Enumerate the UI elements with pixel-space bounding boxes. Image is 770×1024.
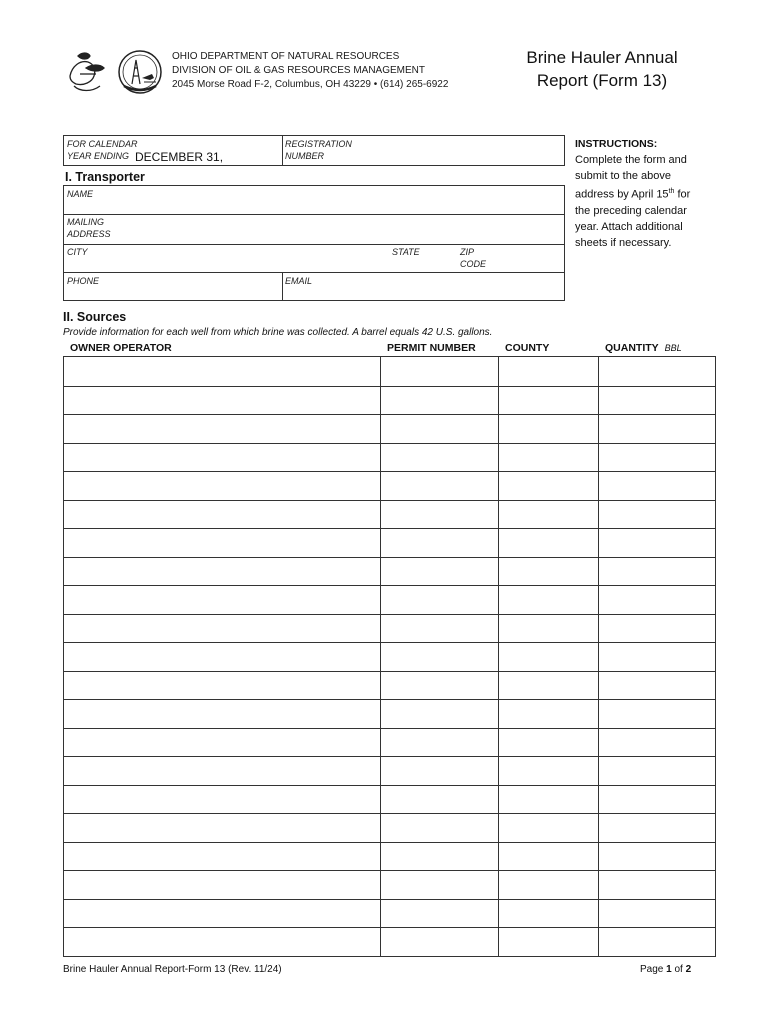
table-row xyxy=(64,528,715,557)
county-cell[interactable] xyxy=(498,927,598,956)
quantity-cell[interactable] xyxy=(598,899,715,928)
county-cell[interactable] xyxy=(498,528,598,557)
owner-operator-cell[interactable] xyxy=(64,500,380,529)
table-row xyxy=(64,585,715,614)
city-field[interactable]: CITY xyxy=(67,247,88,257)
owner-operator-cell[interactable] xyxy=(64,785,380,814)
col-header-quantity: QUANTITY BBL xyxy=(605,342,682,354)
county-cell[interactable] xyxy=(498,642,598,671)
county-cell[interactable] xyxy=(498,870,598,899)
table-row xyxy=(64,500,715,529)
quantity-unit: BBL xyxy=(664,343,682,353)
owner-operator-cell[interactable] xyxy=(64,927,380,956)
page-number: Page 1 of 2 xyxy=(640,964,692,975)
quantity-cell[interactable] xyxy=(598,471,715,500)
form-title-line1: Brine Hauler Annual xyxy=(526,48,678,67)
sources-heading: II. Sources xyxy=(63,310,127,324)
table-row xyxy=(64,671,715,700)
quantity-cell[interactable] xyxy=(598,785,715,814)
owner-operator-cell[interactable] xyxy=(64,471,380,500)
instructions-line: year. Attach additional xyxy=(575,220,683,233)
quantity-cell[interactable] xyxy=(598,585,715,614)
owner-operator-cell[interactable] xyxy=(64,414,380,443)
col-header-county: COUNTY xyxy=(505,342,550,354)
quantity-cell[interactable] xyxy=(598,357,715,386)
permit-number-cell[interactable] xyxy=(380,842,498,871)
county-cell[interactable] xyxy=(498,357,598,386)
permit-number-cell[interactable] xyxy=(380,899,498,928)
agency-header xyxy=(172,50,448,92)
county-cell[interactable] xyxy=(498,842,598,871)
quantity-cell[interactable] xyxy=(598,756,715,785)
sources-note: Provide information for each well from which brine was collected. A barrel equals 42 U.S. gallons. xyxy=(63,327,493,338)
permit-number-cell[interactable] xyxy=(380,813,498,842)
owner-operator-cell[interactable] xyxy=(64,899,380,928)
permit-number-cell[interactable] xyxy=(380,557,498,586)
permit-number-cell[interactable] xyxy=(380,500,498,529)
quantity-cell[interactable] xyxy=(598,414,715,443)
county-cell[interactable] xyxy=(498,728,598,757)
agency-name: OHIO DEPARTMENT OF NATURAL RESOURCES xyxy=(172,51,400,62)
permit-number-cell[interactable] xyxy=(380,870,498,899)
agency-address: 2045 Morse Road F-2, Columbus, OH 43229 • (614) 265-6922 xyxy=(172,79,449,90)
registration-number-label: REGISTRATION NUMBER xyxy=(285,139,352,161)
permit-number-cell[interactable] xyxy=(380,585,498,614)
calendar-label: FOR CALENDAR YEAR ENDING xyxy=(67,139,138,161)
owner-operator-cell[interactable] xyxy=(64,614,380,643)
county-cell[interactable] xyxy=(498,614,598,643)
transporter-heading: I. Transporter xyxy=(65,170,145,184)
owner-operator-cell[interactable] xyxy=(64,756,380,785)
owner-operator-cell[interactable] xyxy=(64,585,380,614)
county-cell[interactable] xyxy=(498,471,598,500)
table-row xyxy=(64,756,715,785)
quantity-cell[interactable] xyxy=(598,500,715,529)
form-title-line2: Report (Form 13) xyxy=(536,71,668,90)
owner-operator-cell[interactable] xyxy=(64,870,380,899)
table-row xyxy=(64,614,715,643)
quantity-cell[interactable] xyxy=(598,699,715,728)
col-header-owner-operator: OWNER OPERATOR xyxy=(70,342,172,354)
table-row xyxy=(64,642,715,671)
owner-operator-cell[interactable] xyxy=(64,557,380,586)
email-field[interactable]: EMAIL xyxy=(285,276,313,286)
county-cell[interactable] xyxy=(498,500,598,529)
quantity-cell[interactable] xyxy=(598,728,715,757)
table-row xyxy=(64,357,715,386)
oil-gas-seal-icon xyxy=(119,51,161,93)
instructions-line: address by April 15th for xyxy=(575,188,691,201)
quantity-cell[interactable] xyxy=(598,813,715,842)
owner-operator-cell[interactable] xyxy=(64,386,380,415)
col-header-permit-number: PERMIT NUMBER xyxy=(387,342,476,354)
county-cell[interactable] xyxy=(498,443,598,472)
table-row xyxy=(64,870,715,899)
county-cell[interactable] xyxy=(498,414,598,443)
instructions-line: sheets if necessary. xyxy=(575,236,672,249)
owner-operator-cell[interactable] xyxy=(64,642,380,671)
table-row xyxy=(64,471,715,500)
owner-operator-cell[interactable] xyxy=(64,813,380,842)
quantity-cell[interactable] xyxy=(598,386,715,415)
permit-number-cell[interactable] xyxy=(380,671,498,700)
odnr-logos xyxy=(66,46,162,98)
permit-number-cell[interactable] xyxy=(380,386,498,415)
table-row xyxy=(64,443,715,472)
calendar-registration-box xyxy=(63,135,565,166)
quantity-cell[interactable] xyxy=(598,642,715,671)
quantity-cell[interactable] xyxy=(598,557,715,586)
table-row xyxy=(64,386,715,415)
odnr-leaf-logo-icon xyxy=(66,46,162,98)
instructions-heading: INSTRUCTIONS: xyxy=(575,138,658,150)
permit-number-cell[interactable] xyxy=(380,614,498,643)
instructions-line: submit to the above xyxy=(575,170,672,182)
division-name: DIVISION OF OIL & GAS RESOURCES MANAGEMENT xyxy=(172,65,426,76)
form-title xyxy=(502,46,702,92)
owner-operator-cell[interactable] xyxy=(64,671,380,700)
county-cell[interactable] xyxy=(498,671,598,700)
permit-number-cell[interactable] xyxy=(380,699,498,728)
owner-operator-cell[interactable] xyxy=(64,728,380,757)
quantity-cell[interactable] xyxy=(598,927,715,956)
table-row xyxy=(64,785,715,814)
quantity-cell[interactable] xyxy=(598,528,715,557)
permit-number-cell[interactable] xyxy=(380,728,498,757)
owner-operator-cell[interactable] xyxy=(64,842,380,871)
table-row xyxy=(64,414,715,443)
permit-number-cell[interactable] xyxy=(380,357,498,386)
owner-operator-cell[interactable] xyxy=(64,528,380,557)
owner-operator-cell[interactable] xyxy=(64,443,380,472)
permit-number-cell[interactable] xyxy=(380,528,498,557)
quantity-cell[interactable] xyxy=(598,614,715,643)
table-row xyxy=(64,557,715,586)
name-field[interactable]: NAME xyxy=(67,189,94,199)
mailing-address-field[interactable]: MAILING ADDRESS xyxy=(67,217,111,239)
instructions-line: Complete the form and xyxy=(575,154,687,166)
county-cell[interactable] xyxy=(498,699,598,728)
county-cell[interactable] xyxy=(498,785,598,814)
county-cell[interactable] xyxy=(498,813,598,842)
table-row xyxy=(64,842,715,871)
permit-number-cell[interactable] xyxy=(380,642,498,671)
permit-number-cell[interactable] xyxy=(380,443,498,472)
calendar-year-field[interactable]: DECEMBER 31, xyxy=(135,150,224,164)
quantity-cell[interactable] xyxy=(598,870,715,899)
county-cell[interactable] xyxy=(498,585,598,614)
sources-table xyxy=(63,356,716,957)
table-row xyxy=(64,728,715,757)
county-cell[interactable] xyxy=(498,899,598,928)
county-cell[interactable] xyxy=(498,557,598,586)
owner-operator-cell[interactable] xyxy=(64,357,380,386)
county-cell[interactable] xyxy=(498,386,598,415)
permit-number-cell[interactable] xyxy=(380,927,498,956)
phone-field[interactable]: PHONE xyxy=(67,276,100,286)
instructions xyxy=(575,136,715,251)
permit-number-cell[interactable] xyxy=(380,785,498,814)
permit-number-cell[interactable] xyxy=(380,414,498,443)
table-row xyxy=(64,699,715,728)
owner-operator-cell[interactable] xyxy=(64,699,380,728)
quantity-cell[interactable] xyxy=(598,842,715,871)
instructions-line: the preceding calendar xyxy=(575,204,687,217)
state-field[interactable]: STATE xyxy=(392,247,420,257)
table-row xyxy=(64,813,715,842)
table-row xyxy=(64,927,715,956)
permit-number-cell[interactable] xyxy=(380,471,498,500)
permit-number-cell[interactable] xyxy=(380,756,498,785)
transporter-box xyxy=(63,185,565,301)
zip-code-field[interactable]: ZIP CODE xyxy=(460,247,487,269)
footer-form-name: Brine Hauler Annual Report-Form 13 (Rev. 11/24) xyxy=(63,964,282,975)
county-cell[interactable] xyxy=(498,756,598,785)
quantity-cell[interactable] xyxy=(598,671,715,700)
quantity-cell[interactable] xyxy=(598,443,715,472)
table-row xyxy=(64,899,715,928)
